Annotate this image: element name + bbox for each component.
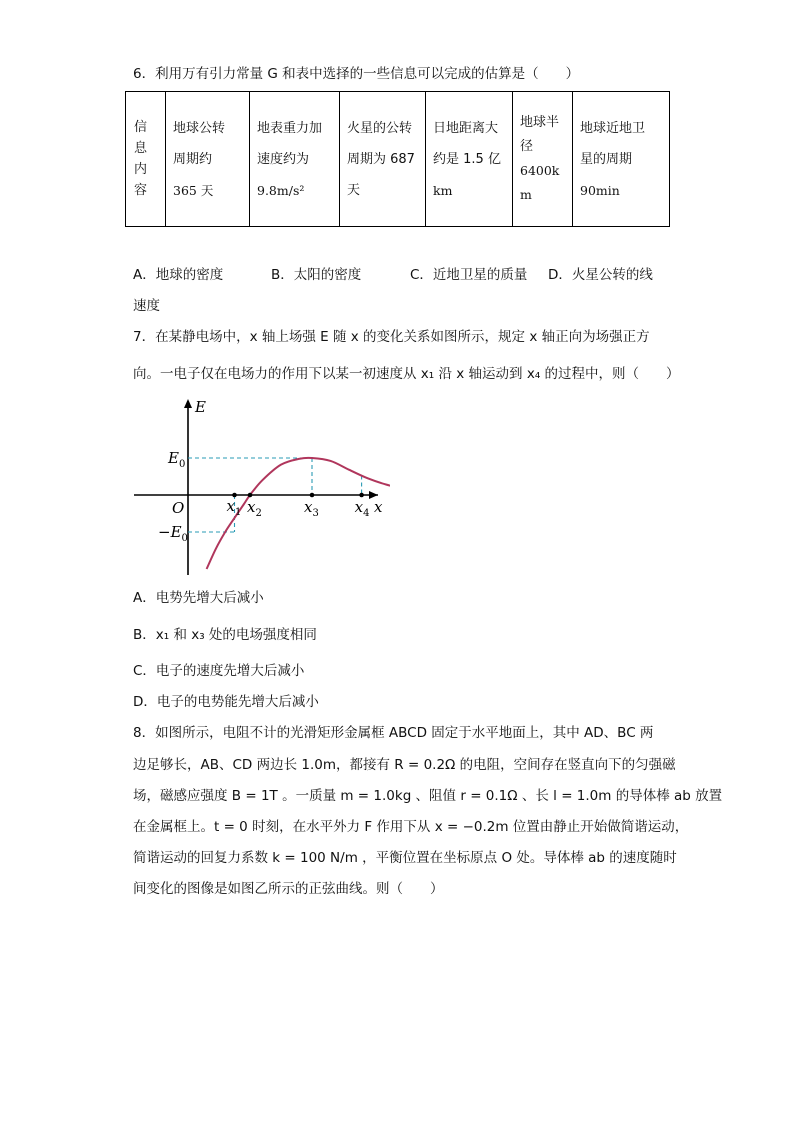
origin-label: O (172, 499, 185, 517)
e-x-graph (130, 395, 390, 580)
q6-stem: 6．利用万有引力常量 G 和表中选择的一些信息可以完成的估算是（ ） (133, 66, 580, 82)
q8-line2: 边足够长，AB、CD 两边长 1.0m，都接有 R = 0.2Ω 的电阻，空间存在竖直向下的匀强磁 (133, 757, 676, 773)
q6-info-table (125, 91, 670, 227)
table-cell: 地球公转 周期约 365 天 (166, 92, 250, 227)
table-cell: 地球半 径 6400k m (513, 92, 573, 227)
x1-tick-label: $x_1$ (226, 497, 242, 518)
q7-option-c[interactable]: C．电子的速度先增大后减小 (133, 663, 305, 679)
table-cell: 地表重力加 速度约为 9.8m/s² (250, 92, 340, 227)
x3-tick-label: $x_3$ (304, 498, 319, 519)
table-cell: 火星的公转 周期为 687 天 (340, 92, 426, 227)
neg-e0-tick-label: $-E_0$ (158, 523, 188, 544)
table-cell: 地球近地卫 星的周期 90min (573, 92, 670, 227)
q6-option-b[interactable]: B．太阳的密度 (271, 267, 362, 283)
q8-line1: 8．如图所示，电阻不计的光滑矩形金属框 ABCD 固定于水平地面上，其中 AD、BC 两 (133, 725, 654, 741)
q7-option-b[interactable]: B．x₁ 和 x₃ 处的电场强度相同 (133, 627, 317, 643)
x4-tick-label: $x_4$ (354, 498, 370, 519)
q8-line3: 场，磁感应强度 B = 1T 。一质量 m = 1.0kg 、阻值 r = 0.1Ω 、长 l = 1.0m 的导体棒 ab 放置 (133, 788, 723, 804)
q8-line6: 间变化的图像是如图乙所示的正弦曲线。则（ ） (133, 881, 444, 897)
e0-tick-label: $E_0$ (168, 449, 186, 470)
q7-stem-line2: 向。一电子仅在电场力的作用下以某一初速度从 x₁ 沿 x 轴运动到 x₄ 的过程中，则（ ） (133, 366, 680, 382)
table-cell: 日地距离大 约是 1.5 亿 km (426, 92, 513, 227)
q7-stem-line1: 7．在某静电场中，x 轴上场强 E 随 x 的变化关系如图所示，规定 x 轴正向为场强正方 (133, 329, 650, 345)
q8-line4: 在金属框上。t = 0 时刻，在水平外力 F 作用下从 x = −0.2m 位置由静止开始做简谐运动， (133, 819, 689, 835)
x4-point (359, 493, 364, 498)
q7-option-d[interactable]: D．电子的电势能先增大后减小 (133, 694, 319, 710)
x3-point (310, 493, 315, 498)
table-header-cell: 信 息 内 容 (126, 92, 166, 227)
y-axis-label: E (195, 398, 206, 416)
q6-option-c[interactable]: C．近地卫星的质量 (410, 267, 528, 283)
q6-option-a[interactable]: A．地球的密度 (133, 267, 224, 283)
q6-option-d[interactable]: D．火星公转的线 (548, 267, 653, 283)
x2-point (248, 493, 253, 498)
x2-tick-label: $x_2$ (247, 498, 262, 519)
y-axis-arrow (184, 399, 192, 408)
x-axis-label: x (374, 498, 383, 516)
q7-option-a[interactable]: A．电势先增大后减小 (133, 590, 264, 606)
q8-line5: 简谐运动的回复力系数 k = 100 N/m ，平衡位置在坐标原点 O 处。导体棒 ab 的速度随时 (133, 850, 677, 866)
q6-option-d-continued: 速度 (133, 298, 160, 314)
